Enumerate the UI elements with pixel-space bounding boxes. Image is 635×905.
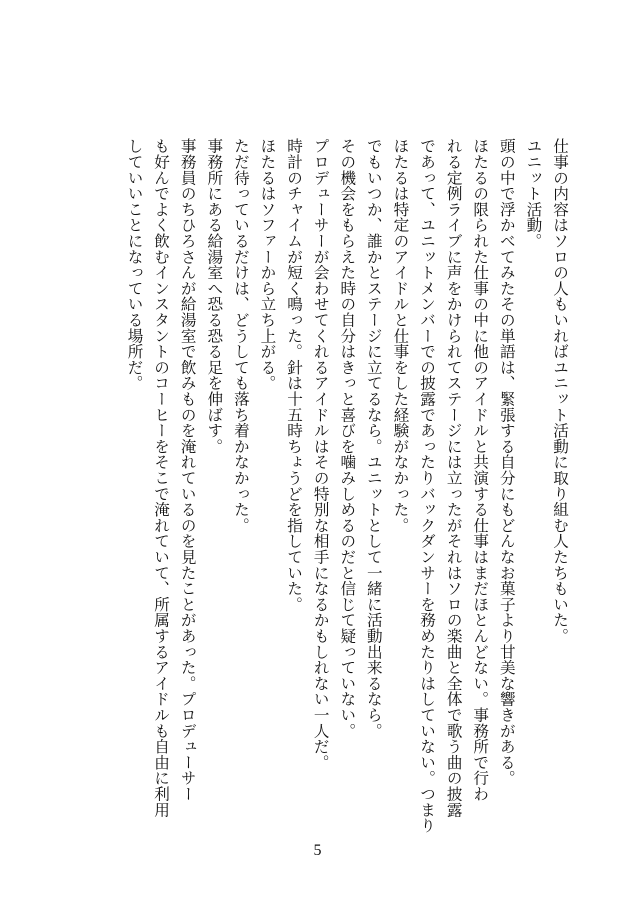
text-line: れる定例ライブに声をかけられてステージには立ったがそれはソロの楽曲と全体で歌う曲の披露 [444,138,463,818]
text-line: ほたるは特定のアイドルと仕事をした経験がなかった。 [391,138,410,533]
text-line: 事務員のちひろさんが給湯室で飲みものを淹れているのを見たことがあった。プロデューサー [178,138,197,802]
text-line: でもいつか、誰かとステージに立てるなら。ユニットとして一緒に活動出来るなら。 [364,138,383,739]
page-number: 5 [313,842,322,859]
text-line: していいことになっている場所だ。 [125,138,144,391]
text-line: ほたるはソファーから立ち上がる。 [258,138,277,391]
text-line: 時計のチャイムが短く鳴った。針は十五時ちょうどを指していた。 [285,138,304,612]
text-line: であって、ユニットメンバーでの披露であったりバックダンサーを務めたりはしていない。つまり [418,138,437,834]
text-line: その機会をもらえた時の自分はきっと喜びを噛みしめるのだと信じて疑っていない。 [338,138,357,739]
text-line: 事務所にある給湯室へ恐る恐る足を伸ばす。 [205,138,224,454]
text-line: ユニット活動。 [524,138,543,249]
text-line: 仕事の内容はソロの人もいればユニット活動に取り組む人たちもいた。 [551,138,569,644]
vertical-text-body [121,138,573,834]
text-line: プロデューサーが会わせてくれるアイドルはその特別な相手になるかもしれない一人だ。 [311,138,330,770]
text-line: も好んでよく飲むインスタントのコーヒーをそこで淹れていて、所属するアイドルも自由に利用 [152,138,171,818]
text-line: ほたるの限られた仕事の中に他のアイドルと共演する仕事はまだほとんどない。事務所で行わ [471,138,490,802]
text-line: 頭の中で浮かべてみたその単語は、緊張する自分にもどんなお菓子より甘美な響きがある。 [497,138,516,786]
text-line: ただ待っているだけは、どうしても落ち着かなかった。 [231,138,250,533]
